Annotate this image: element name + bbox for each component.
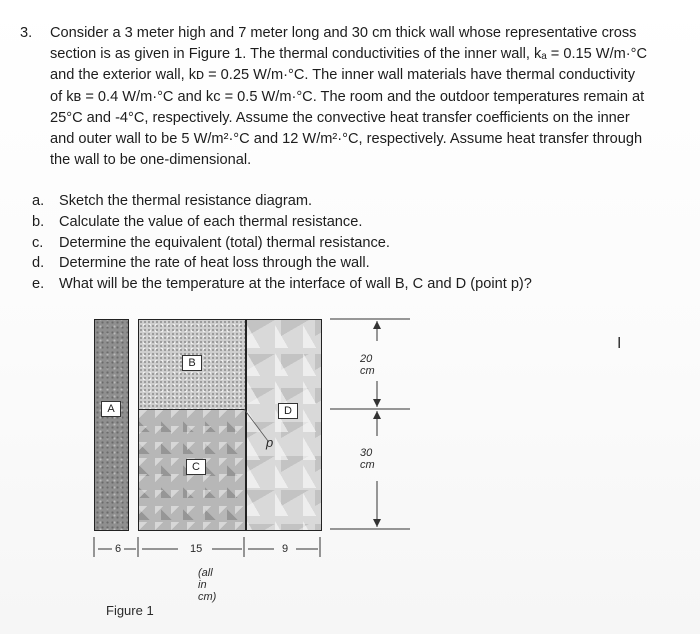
point-p-leader <box>244 409 268 441</box>
dim-20cm-label: 20 cm <box>360 353 375 377</box>
task-list <box>32 191 532 295</box>
dim-15-label: 15 <box>190 543 203 555</box>
wall-a-label: A <box>101 401 121 417</box>
point-p-label: p <box>266 435 274 450</box>
task-text: Sketch the thermal resistance diagram. <box>59 193 313 209</box>
units-note: (all in cm) <box>198 567 217 603</box>
task-label: d. <box>32 255 45 272</box>
task-label: a. <box>32 193 45 209</box>
task-text: Determine the equivalent (total) thermal resistance. <box>59 234 390 251</box>
question-line: and the exterior wall, kᴅ = 0.25 W/m·°C. The inner wall materials have thermal conductivity <box>50 67 636 84</box>
task-item <box>32 212 532 233</box>
task-item <box>32 191 532 212</box>
question-line: section is as given in Figure 1. The thermal conductivities of the inner wall, kₐ = 0.15 W/m·°C <box>50 46 648 63</box>
dim-side-arrowhead-lower <box>373 519 381 527</box>
dim-top-arrowhead-lower <box>373 399 381 407</box>
question-line: of kʙ = 0.4 W/m·°C and kᴄ = 0.5 W/m·°C. The room and the outdoor temperatures remain at <box>50 88 645 105</box>
task-text: What will be the temperature at the interface of wall B, C and D (point p)? <box>59 276 532 293</box>
task-label: c. <box>32 234 44 251</box>
dimension-lines <box>90 311 420 561</box>
dim-side-arrowhead-upper <box>373 411 381 419</box>
dim-30cm-label: 30 cm <box>360 447 375 471</box>
dim-top-arrowhead <box>373 321 381 329</box>
question-line: Consider a 3 meter high and 7 meter long and 30 cm thick wall whose representative cross <box>50 25 637 41</box>
question-text <box>50 23 685 171</box>
task-text: Calculate the value of each thermal resistance. <box>59 213 363 230</box>
task-text: Determine the rate of heat loss through the wall. <box>59 255 370 272</box>
task-item <box>32 253 532 274</box>
wall-d-label: D <box>278 403 298 419</box>
task-item <box>32 233 532 254</box>
figure-caption: Figure 1 <box>106 603 154 618</box>
question-line: and outer wall to be 5 W/m²·°C and 12 W/m²·°C, respectively. Assume heat transfer through <box>50 131 643 148</box>
wall-c-label: C <box>186 459 206 475</box>
dim-6-label: 6 <box>115 543 122 555</box>
question-number: 3. <box>20 25 33 41</box>
task-item <box>32 274 532 295</box>
wall-b-label: B <box>182 355 202 371</box>
task-label: e. <box>32 276 45 293</box>
dim-9-label: 9 <box>282 543 289 555</box>
text-cursor-icon: I <box>617 335 622 352</box>
task-label: b. <box>32 213 45 230</box>
question-line: 25°C and -4°C, respectively. Assume the convective heat transfer coefficients on the inner <box>50 109 630 126</box>
question-line: the wall to be one-dimensional. <box>50 152 252 169</box>
